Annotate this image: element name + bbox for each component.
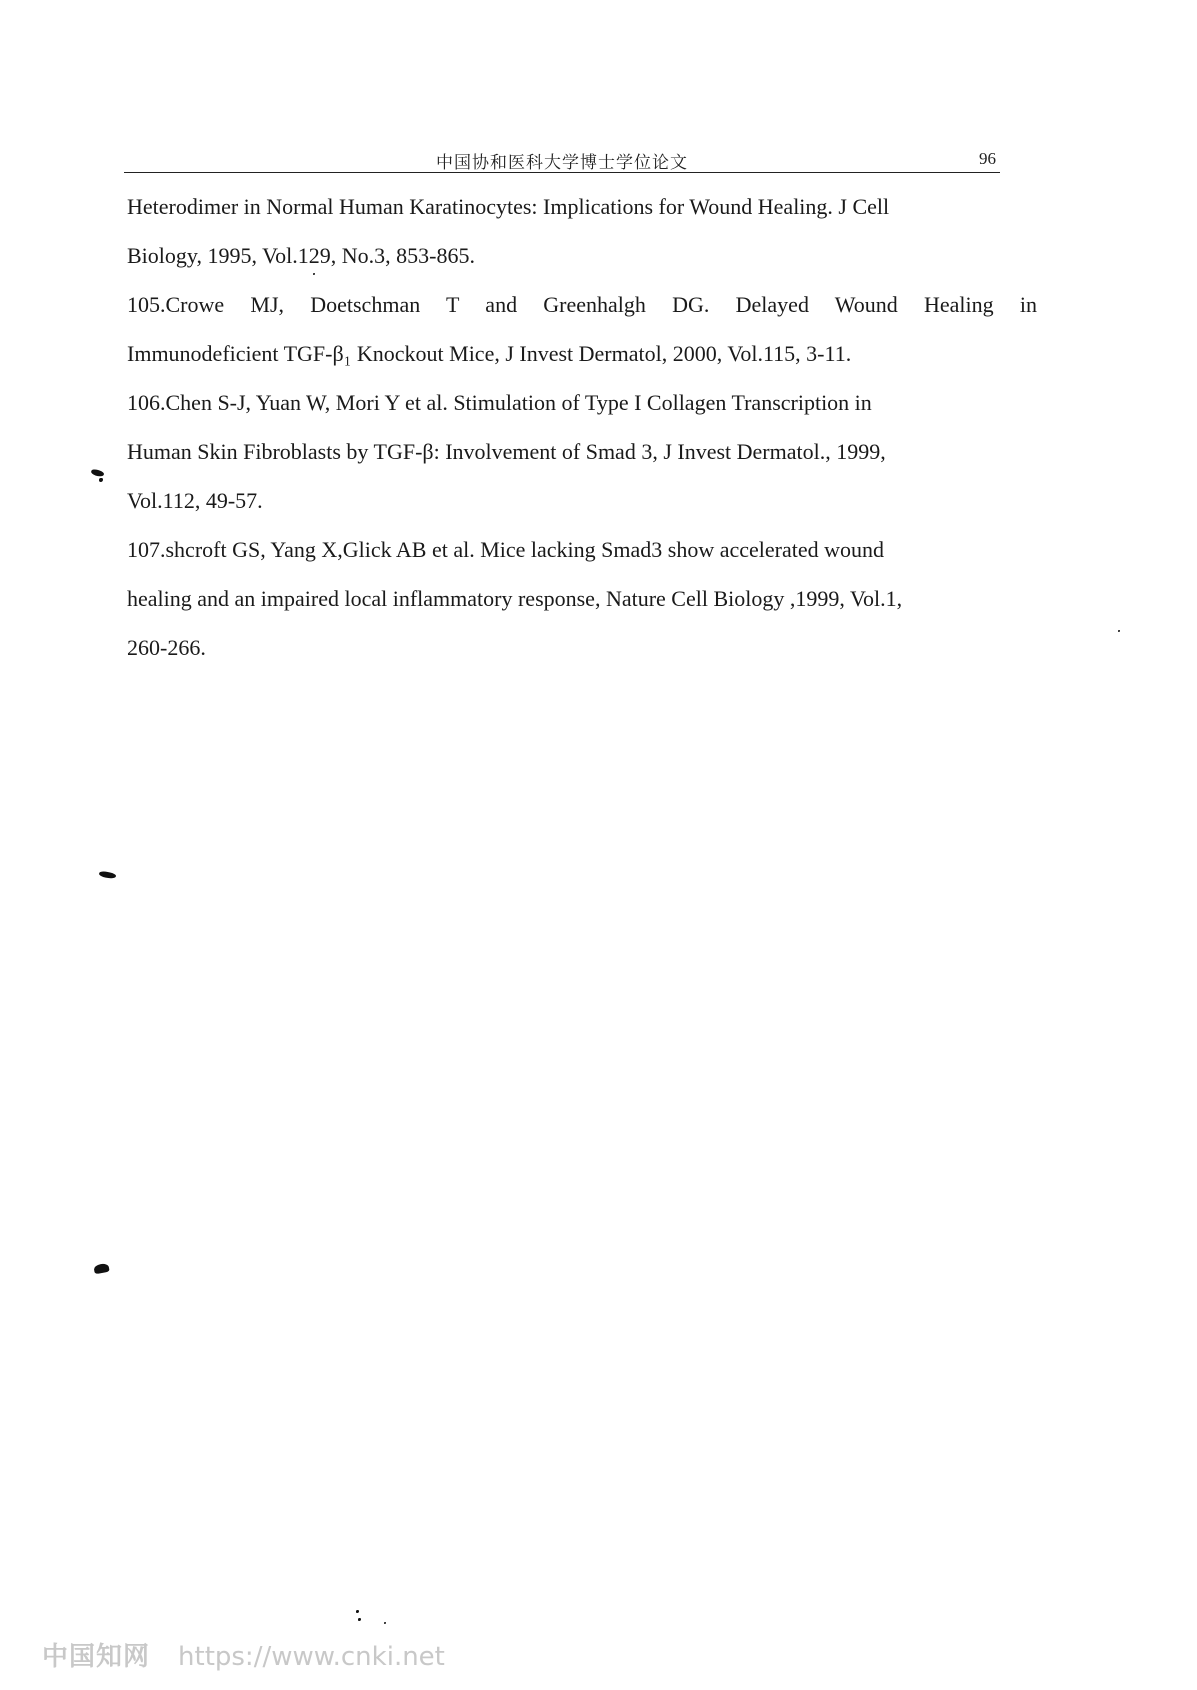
reference-line: Biology, 1995, Vol.129, No.3, 853-865. xyxy=(127,243,475,268)
reference-line: Human Skin Fibroblasts by TGF-β: Involvement of Smad 3, J Invest Dermatol., 1999, xyxy=(127,439,886,464)
reference-line: 260-266. xyxy=(127,635,206,660)
scan-speck xyxy=(384,1622,386,1624)
reference-line: healing and an impaired local inflammatory response, Nature Cell Biology ,1999, Vol.1, xyxy=(127,586,903,611)
reference-line: 107.shcroft GS, Yang X,Glick AB et al. Mice lacking Smad3 show accelerated wound xyxy=(127,537,885,562)
scan-speck xyxy=(356,1610,359,1613)
watermark-url: https://www.cnki.net xyxy=(178,1642,445,1672)
scan-speck xyxy=(93,1263,109,1274)
reference-line: 105.Crowe MJ, Doetschman T and Greenhalgh DG. Delayed Wound Healing in xyxy=(127,292,1037,317)
scan-speck xyxy=(99,478,103,482)
page-number: 96 xyxy=(979,149,996,168)
scan-speck xyxy=(99,870,117,879)
scan-speck xyxy=(358,1618,361,1621)
reference-line: 106.Chen S-J, Yuan W, Mori Y et al. Stimulation of Type I Collagen Transcription in xyxy=(127,390,872,415)
header-title: 中国协和医科大学博士学位论文 xyxy=(436,153,688,173)
cnki-watermark xyxy=(42,1636,445,1673)
reference-line: Immunodeficient TGF-β₁ Knockout Mice, J Invest Dermatol, 2000, Vol.115, 3-11. xyxy=(127,341,852,366)
watermark-brand: 中国知网 xyxy=(42,1642,151,1672)
reference-line: Heterodimer in Normal Human Karatinocytes: Implications for Wound Healing. J Cell xyxy=(127,194,890,219)
reference-line: Vol.112, 49-57. xyxy=(127,488,263,513)
scan-speck xyxy=(90,468,104,478)
reference-list xyxy=(127,182,1037,672)
scan-speck xyxy=(1118,630,1120,632)
page-header xyxy=(124,142,1000,173)
